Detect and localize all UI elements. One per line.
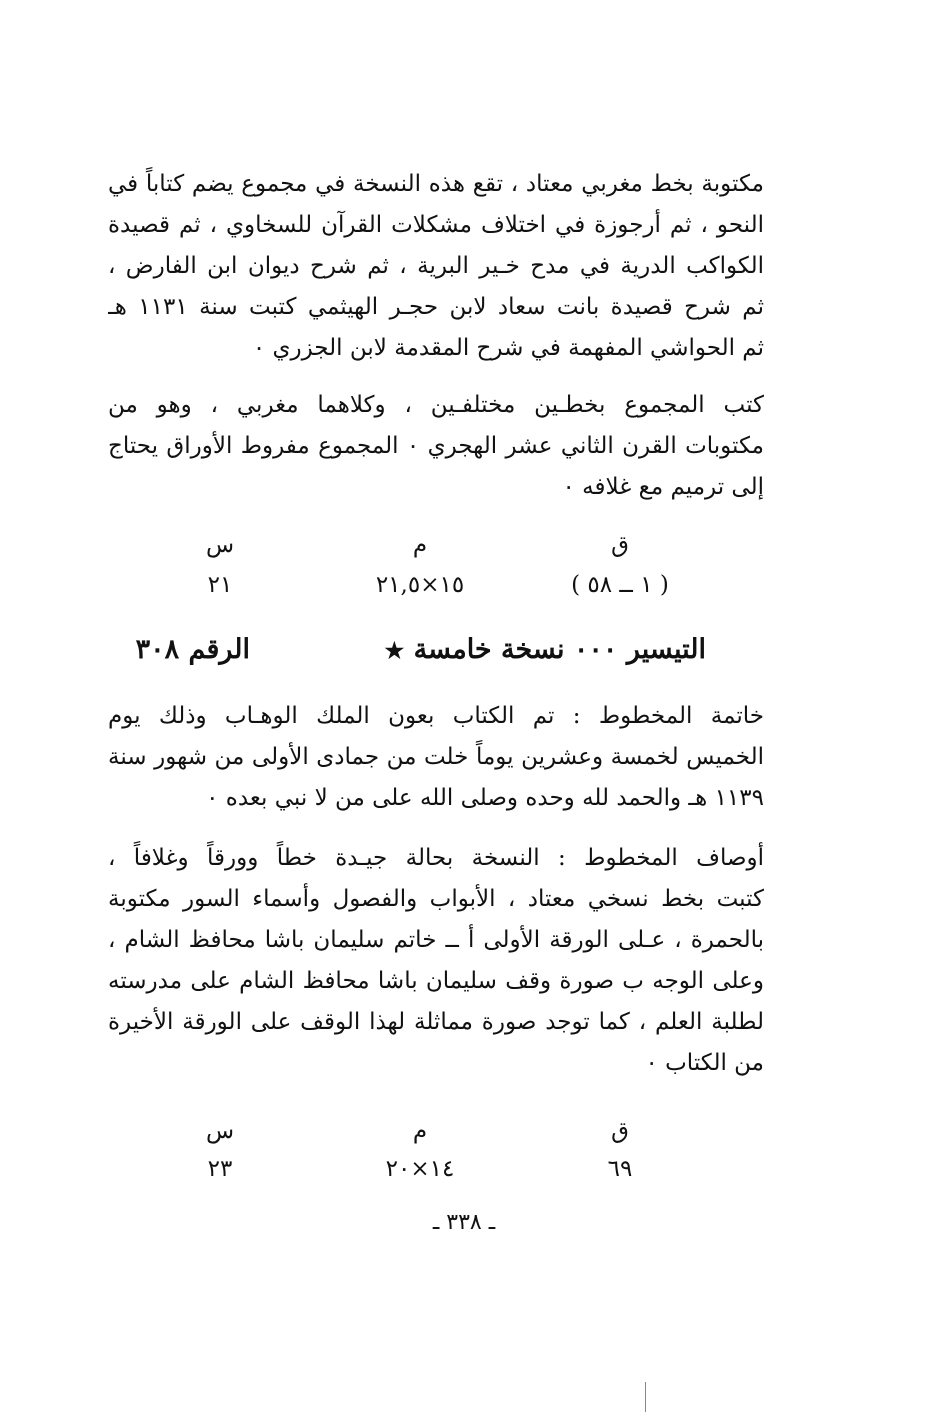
page-number: ـ ٣٣٨ ـ xyxy=(432,1210,496,1235)
table2-value-size: ١٤×٢٠ xyxy=(385,1156,455,1182)
table2-header-mim: م xyxy=(412,1118,428,1144)
text-line: ١١٣٩ هـ والحمد لله وحده وصلى الله على من لا نبي بعده ٠ xyxy=(206,785,764,811)
table2-value-lines: ٢٣ xyxy=(207,1156,233,1182)
text-line: الكواكب الدرية في مدح خـير البرية ، ثم شرح ديوان ابن الفارض ، xyxy=(108,253,764,279)
text-line: مكتوبات القرن الثاني عشر الهجري ٠ المجموع مفروط الأوراق يحتاج xyxy=(108,433,764,459)
text-line: من الكتاب ٠ xyxy=(645,1050,764,1076)
table1-header-mim: م xyxy=(412,532,428,558)
text-line: ثم الحواشي المفهمة في شرح المقدمة لابن الجزري ٠ xyxy=(252,335,764,361)
text-line: ثم شرح قصيدة بانت سعاد لابن حجـر الهيثمي كتبت سنة ١١٣١ هـ xyxy=(108,294,764,320)
scan-mark-line xyxy=(645,1382,646,1412)
text-line: كتب المجموع بخطـين مختلفـين ، وكلاهما مغربي ، وهو من xyxy=(108,392,764,418)
text-line: خاتمة المخطوط : تم الكتاب بعون الملك الوهـاب وذلك يوم xyxy=(108,703,764,729)
paragraph-description-1 xyxy=(108,164,764,369)
table1-value-lines: ٢١ xyxy=(207,572,233,598)
section-heading xyxy=(385,628,706,672)
star-icon: ★ xyxy=(384,638,405,664)
text-line: مكتوبة بخط مغربي معتاد ، تقع هذه النسخة في مجموع يضم كتاباً في xyxy=(108,171,764,197)
text-line: بالحمرة ، عـلى الورقة الأولى أ ــ خاتم سليمان باشا محافظ الشام ، xyxy=(108,927,764,953)
text-line: النحو ، ثم أرجوزة في اختلاف مشكلات القرآن للسخاوي ، ثم قصيدة xyxy=(108,212,764,238)
text-line: الخميس لخمسة وعشرين يوماً خلت من جمادى الأولى من شهور سنة xyxy=(108,744,764,770)
table1-header-row xyxy=(140,528,700,562)
heading-number: الرقم ٣٠٨ xyxy=(135,634,250,665)
paragraph-manuscript-description xyxy=(108,838,764,1084)
paragraph-colophon xyxy=(108,696,764,819)
text-line: أوصاف المخطوط : النسخة بحالة جيـدة خطاً وورقاً وغلافاً ، xyxy=(108,845,764,871)
heading-title: التيسير ٠٠٠ نسخة خامسة xyxy=(413,634,706,665)
text-line: كتبت بخط نسخي معتاد ، الأبواب والفصول وأسماء السور مكتوبة xyxy=(108,886,764,912)
text-line: وعلى الوجه ب صورة وقف سليمان باشا محافظ الشام على مدرسته xyxy=(108,968,764,994)
table1-header-qaf: ق xyxy=(611,532,629,558)
table2-header-row xyxy=(140,1114,700,1148)
table1-value-row xyxy=(140,568,700,602)
table2-header-qaf: ق xyxy=(611,1118,629,1144)
paragraph-description-2 xyxy=(108,385,764,508)
table1-header-sin: س xyxy=(205,532,235,558)
table2-value-leaves: ٦٩ xyxy=(607,1156,633,1182)
text-line: لطلبة العلم ، كما توجد صورة مماثلة لهذا الوقف على الورقة الأخيرة xyxy=(108,1009,764,1035)
table1-value-size: ١٥×٢١,٥ xyxy=(375,572,465,598)
table1-value-leaves: ( ١ ــ ٥٨ ) xyxy=(571,572,669,598)
table2-header-sin: س xyxy=(205,1118,235,1144)
table2-value-row xyxy=(140,1152,700,1186)
text-line: إلى ترميم مع غلافه ٠ xyxy=(562,474,764,500)
